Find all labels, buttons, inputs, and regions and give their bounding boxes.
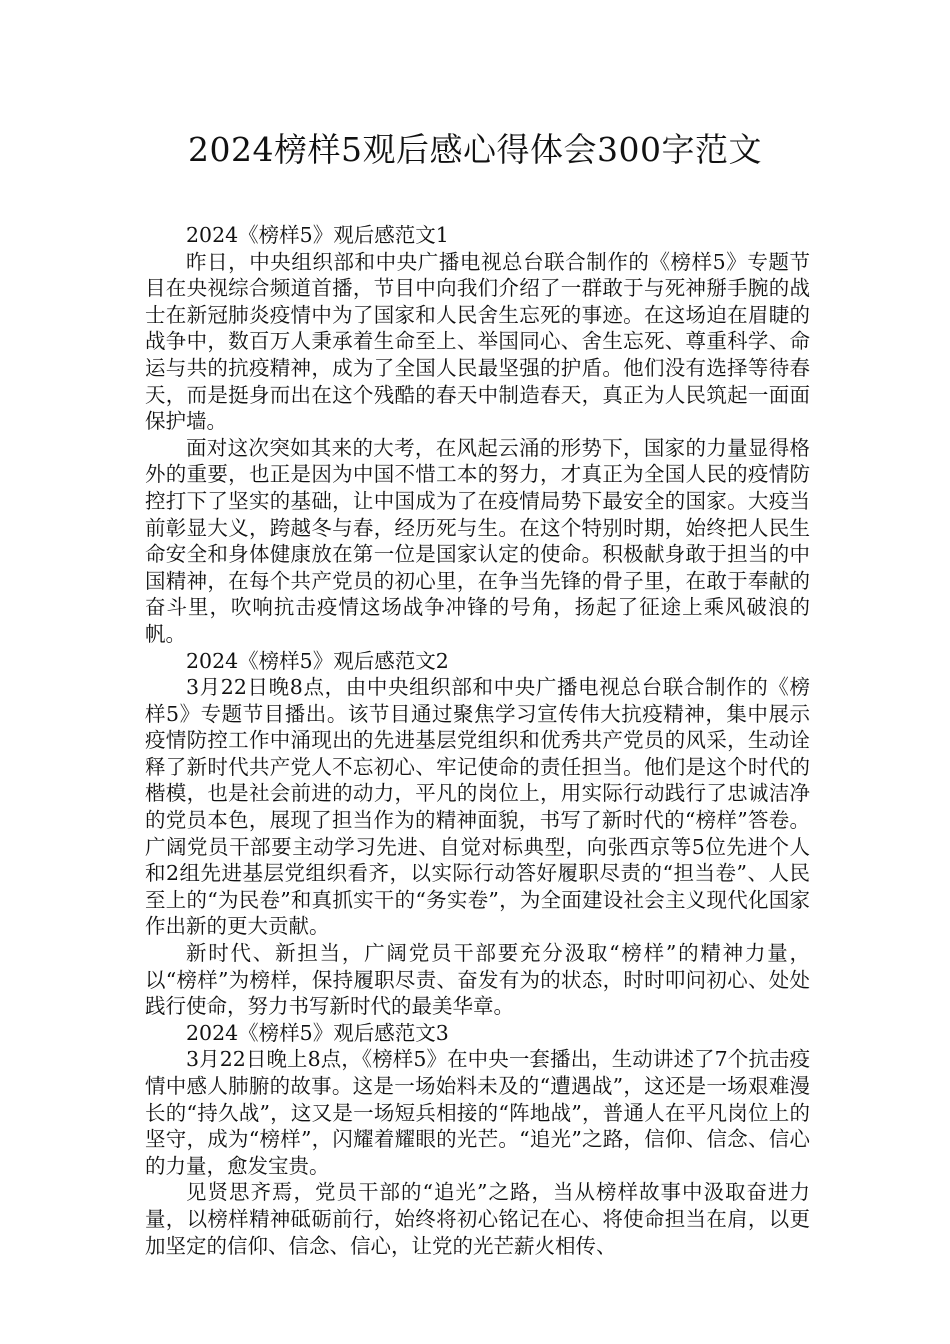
paragraph: 见贤思齐焉，党员干部的“追光”之路，当从榜样故事中汲取奋进力量，以榜样精神砥砺前行，始终将初心铭记在心、将使命担当在肩，以更加坚定的信仰、信念、信心，让党的光芒薪火相传、 — [145, 1180, 810, 1258]
paragraph: 3月22日晚上8点，《榜样5》在中央一套播出，生动讲述了7个抗击疫情中感人肺腑的故事。这是一场始料未及的“遭遇战”，这还是一场艰难漫长的“持久战”，这又是一场短兵相接的“阵地战”，普通人在平凡岗位上的坚守，成为“榜样”，闪耀着耀眼的光芒。“追光”之路，信仰、信念、信心的力量，愈发宝贵。 — [145, 1047, 810, 1178]
section-heading: 2024《榜样5》观后感范文1 — [186, 223, 449, 247]
section-heading: 2024《榜样5》观后感范文2 — [186, 648, 449, 673]
section-heading: 2024《榜样5》观后感范文3 — [186, 1020, 449, 1045]
document-title: 2024榜样5观后感心得体会300字范文 — [188, 130, 762, 169]
paragraph: 面对这次突如其来的大考，在风起云涌的形势下，国家的力量显得格外的重要，也正是因为中国不惜工本的努力，才真正为全国人民的疫情防控打下了坚实的基础，让中国成为了在疫情局势下最安全的国家。大疫当前彰显大义，跨越冬与春，经历死与生。在这个特别时期，始终把人民生命安全和身体健康放在第一位是国家认定的使命。积极献身敢于担当的中国精神，在每个共产党员的初心里，在争当先锋的骨子里，在敢于奉献的奋斗里，吹响抗击疫情这场战争冲锋的号角，扬起了征途上乘风破浪的帆。 — [145, 435, 810, 646]
paragraph: 3月22日晚8点，由中央组织部和中央广播电视总台联合制作的《榜样5》专题节目播出。该节目通过聚焦学习宣传伟大抗疫精神，集中展示疫情防控工作中涌现出的先进基层党组织和优秀共产党员的风采，生动诠释了新时代共产党人不忘初心、牢记使命的责任担当。他们是这个时代的楷模，也是社会前进的动力，平凡的岗位上，用实际行动践行了忠诚洁净的党员本色，展现了担当作为的精神面貌，书写了新时代的“榜样”答卷。广阔党员干部要主动学习先进、自觉对标典型，向张西京等5位先进个人和2组先进基层党组织看齐，以实际行动答好履职尽责的“担当卷”、人民至上的“为民卷”和真抓实干的“务实卷”，为全面建设社会主义现代化国家作出新的更大贡献。 — [145, 675, 810, 939]
paragraph: 新时代、新担当，广阔党员干部要充分汲取“榜样”的精神力量，以“榜样”为榜样，保持履职尽责、奋发有为的状态，时时叩问初心、处处践行使命，努力书写新时代的最美华章。 — [145, 941, 810, 1019]
paragraph: 昨日，中央组织部和中央广播电视总台联合制作的《榜样5》专题节目在央视综合频道首播，节目中向我们介绍了一群敢于与死神掰手腕的战士在新冠肺炎疫情中为了国家和人民舍生忘死的事迹。在这场迫在眉睫的战争中，数百万人秉承着生命至上、举国同心、舍生忘死、尊重科学、命运与共的抗疫精神，成为了全国人民最坚强的护盾。他们没有选择等待春天，而是挺身而出在这个残酷的春天中制造春天，真正为人民筑起一面面保护墙。 — [145, 249, 810, 434]
document-body — [145, 222, 810, 1259]
